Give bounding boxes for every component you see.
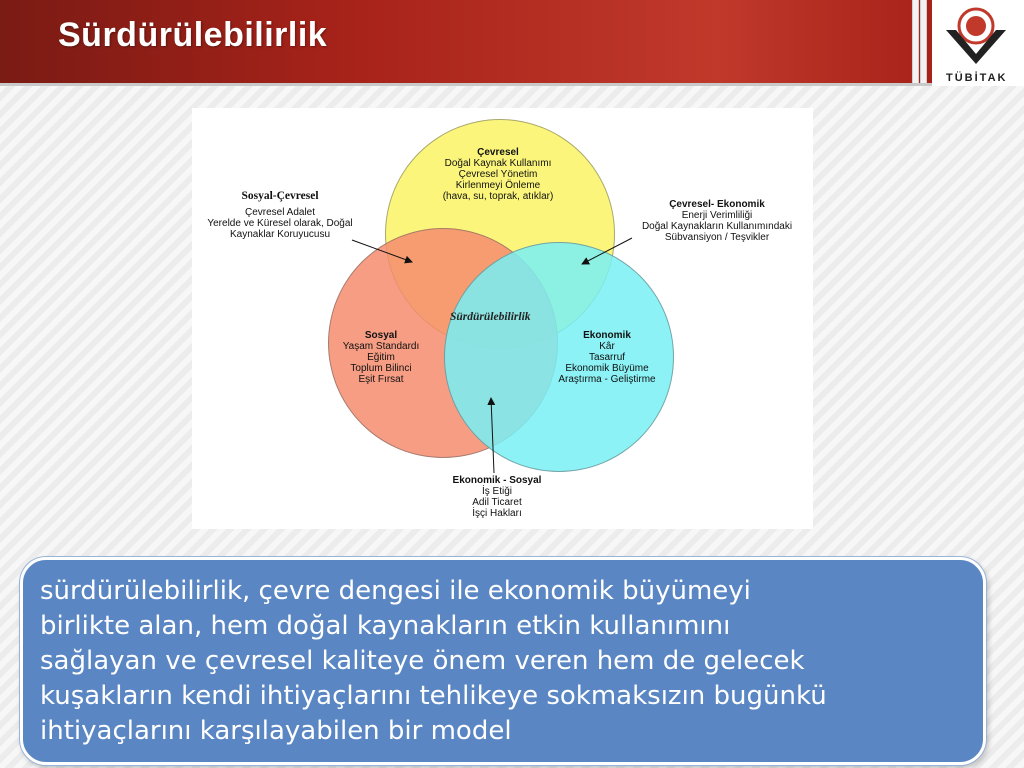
cevresel-ekonomik-line: Enerji Verimliliği <box>681 210 753 221</box>
cevresel-line: Kirlenmeyi Önleme <box>455 180 541 191</box>
ekonomik-sosyal-line: Adil Ticaret <box>472 497 522 508</box>
cevresel-heading: Çevresel <box>477 147 519 158</box>
cevresel-ekonomik-heading: Çevresel- Ekonomik <box>669 199 765 210</box>
definition-callout <box>20 557 986 765</box>
logo-text: TÜBİTAK <box>946 72 1008 84</box>
sosyal-heading: Sosyal <box>364 330 398 341</box>
definition-line: birlikte alan, hem doğal kaynakların etkin kullanımını <box>40 611 731 641</box>
ekonomik-sosyal-line: İşçi Hakları <box>472 508 522 519</box>
cevresel-ekonomik-line: Sübvansiyon / Teşvikler <box>664 232 770 243</box>
sosyal-line: Yaşam Standardı <box>342 341 420 352</box>
page-title: Sürdürülebilirlik <box>58 16 328 54</box>
logo-divider-bar <box>920 0 927 83</box>
ekonomik-sosyal-line: İş Etiği <box>481 486 512 497</box>
sosyal-line: Eğitim <box>367 352 395 363</box>
arrow-sosyal-cevresel <box>352 240 412 262</box>
cevresel-label <box>428 147 568 202</box>
definition-line: sağlayan ve çevresel kaliteye önem veren hem de gelecek <box>40 646 805 676</box>
venn-diagram <box>192 108 813 529</box>
ekonomik-sosyal-label <box>432 475 562 519</box>
definition-text <box>40 574 970 749</box>
ekonomik-label <box>547 330 667 385</box>
sosyal-cevresel-line: Çevresel Adalet <box>244 207 316 218</box>
definition-line: ihtiyaçlarını karşılayabilen bir model <box>40 716 512 746</box>
sosyal-cevresel-line: Kaynaklar Koruyucusu <box>229 229 331 240</box>
ekonomik-sosyal-heading: Ekonomik - Sosyal <box>452 475 542 486</box>
title-bar <box>0 0 1024 83</box>
center-label: Sürdürülebilirlik <box>450 311 531 323</box>
sosyal-cevresel-label <box>192 191 368 240</box>
cevresel-line: Doğal Kaynak Kullanımı <box>444 158 552 169</box>
sosyal-label <box>326 330 436 385</box>
arrow-ekonomik-sosyal <box>491 398 494 473</box>
sosyal-line: Eşit Fırsat <box>358 374 404 385</box>
sosyal-cevresel-line: Yerelde ve Küresel olarak, Doğal <box>207 218 353 229</box>
header-divider <box>0 83 1024 86</box>
cevresel-ekonomik-line: Doğal Kaynakların Kullanımındaki <box>641 221 793 232</box>
ekonomik-line: Kâr <box>599 341 615 352</box>
cevresel-ekonomik-label <box>622 199 812 243</box>
ekonomik-heading: Ekonomik <box>583 330 631 341</box>
definition-line: kuşakların kendi ihtiyaçlarını tehlikeye sokmaksızın bugünkü <box>40 681 827 711</box>
cevresel-line: Çevresel Yönetim <box>458 169 538 180</box>
cevresel-line: (hava, su, toprak, atıklar) <box>442 191 554 202</box>
sosyal-line: Toplum Bilinci <box>350 363 412 374</box>
ekonomik-line: Tasarruf <box>588 352 626 363</box>
ekonomik-line: Ekonomik Büyüme <box>565 363 649 374</box>
sosyal-cevresel-heading: Sosyal-Çevresel <box>241 190 319 202</box>
logo-divider-bar <box>912 0 919 83</box>
ekonomik-line: Araştırma - Geliştirme <box>558 374 656 385</box>
definition-line: sürdürülebilirlik, çevre dengesi ile ekonomik büyümeyi <box>40 576 751 606</box>
